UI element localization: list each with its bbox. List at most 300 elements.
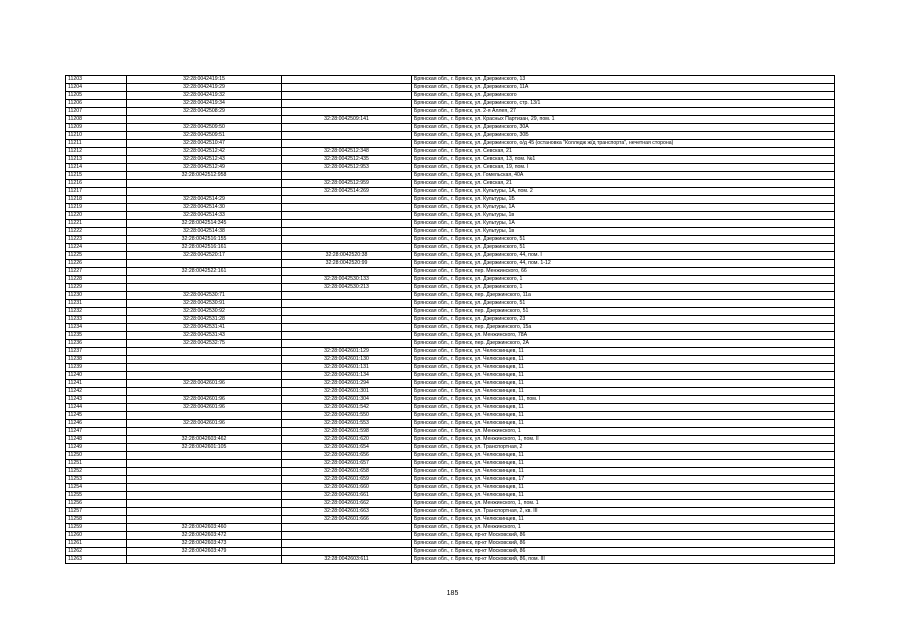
row-number-cell: 11223 — [66, 236, 127, 244]
row-number-cell: 11213 — [66, 156, 127, 164]
building-cadastral-number-cell — [282, 316, 412, 324]
address-cell: Брянская обл., г. Брянск, ул. Дзержинского, 1 — [412, 284, 835, 292]
building-cadastral-number-cell — [282, 268, 412, 276]
land-cadastral-number-cell: 32:28:0042530:71 — [127, 292, 282, 300]
row-number-cell: 11234 — [66, 324, 127, 332]
table-row — [66, 436, 835, 444]
land-cadastral-number-cell: 32:28:0042530:92 — [127, 308, 282, 316]
table-row — [66, 228, 835, 236]
row-number-cell: 11239 — [66, 364, 127, 372]
land-cadastral-number-cell: 32:28:0042510:47 — [127, 140, 282, 148]
table-row — [66, 372, 835, 380]
row-number-cell: 11214 — [66, 164, 127, 172]
land-cadastral-number-cell: 32:28:0042512:43 — [127, 156, 282, 164]
table-row — [66, 380, 835, 388]
land-cadastral-number-cell: 32:28:0042531:41 — [127, 324, 282, 332]
address-cell: Брянская обл., г. Брянск, ул. Дзержинского, 51 — [412, 236, 835, 244]
table-row — [66, 108, 835, 116]
land-cadastral-number-cell: 32:28:0042603:460 — [127, 524, 282, 532]
row-number-cell: 11208 — [66, 116, 127, 124]
table-row — [66, 148, 835, 156]
land-cadastral-number-cell: 32:28:0042601:96 — [127, 380, 282, 388]
row-number-cell: 11237 — [66, 348, 127, 356]
address-cell: Брянская обл., г. Брянск, ул. Челюскинцев, 11 — [412, 348, 835, 356]
building-cadastral-number-cell: 32:28:0042601:662 — [282, 500, 412, 508]
address-cell: Брянская обл., г. Брянск, ул. Челюскинцев, 11 — [412, 364, 835, 372]
row-number-cell: 11203 — [66, 76, 127, 84]
row-number-cell: 11228 — [66, 276, 127, 284]
building-cadastral-number-cell — [282, 244, 412, 252]
table-body — [66, 76, 835, 564]
table-row — [66, 556, 835, 564]
building-cadastral-number-cell: 32:28:0042601:658 — [282, 468, 412, 476]
table-row — [66, 516, 835, 524]
land-cadastral-number-cell: 32:28:0042603:472 — [127, 532, 282, 540]
table-row — [66, 356, 835, 364]
table-row — [66, 196, 835, 204]
address-cell: Брянская обл., г. Брянск, ул. Дзержинского, 23 — [412, 316, 835, 324]
building-cadastral-number-cell: 32:28:0042530:133 — [282, 276, 412, 284]
building-cadastral-number-cell: 32:28:0042601:598 — [282, 428, 412, 436]
table-row — [66, 428, 835, 436]
building-cadastral-number-cell — [282, 236, 412, 244]
building-cadastral-number-cell: 32:28:0042514:269 — [282, 188, 412, 196]
land-cadastral-number-cell — [127, 284, 282, 292]
land-cadastral-number-cell: 32:28:0042419:29 — [127, 84, 282, 92]
building-cadastral-number-cell: 32:28:0042601:663 — [282, 508, 412, 516]
building-cadastral-number-cell: 32:28:0042601:620 — [282, 436, 412, 444]
land-cadastral-number-cell: 32:28:0042514:345 — [127, 220, 282, 228]
land-cadastral-number-cell: 32:28:0042509:50 — [127, 124, 282, 132]
address-cell: Брянская обл., г. Брянск, ул. Менжинского, 1 — [412, 428, 835, 436]
address-cell: Брянская обл., г. Брянск, пер. Дзержинского, 15а — [412, 324, 835, 332]
row-number-cell: 11243 — [66, 396, 127, 404]
land-cadastral-number-cell: 32:28:0042514:33 — [127, 212, 282, 220]
table-row — [66, 84, 835, 92]
building-cadastral-number-cell: 32:28:0042530:213 — [282, 284, 412, 292]
address-cell: Брянская обл., г. Брянск, ул. Дзержинского, 30Б — [412, 132, 835, 140]
address-cell: Брянская обл., г. Брянск, ул. Челюскинцев, 11 — [412, 460, 835, 468]
address-cell: Брянская обл., г. Брянск, ул. Дзержинского — [412, 92, 835, 100]
building-cadastral-number-cell: 32:28:0042601:542 — [282, 404, 412, 412]
row-number-cell: 11225 — [66, 252, 127, 260]
row-number-cell: 11250 — [66, 452, 127, 460]
address-cell: Брянская обл., г. Брянск, ул. Челюскинцев, 17 — [412, 476, 835, 484]
land-cadastral-number-cell: 32:28:0042514:38 — [127, 228, 282, 236]
building-cadastral-number-cell: 32:28:0042601:659 — [282, 476, 412, 484]
table-row — [66, 124, 835, 132]
building-cadastral-number-cell: 32:28:0042512:953 — [282, 164, 412, 172]
land-cadastral-number-cell — [127, 372, 282, 380]
table-row — [66, 300, 835, 308]
address-cell: Брянская обл., г. Брянск, ул. Дзержинского, 51 — [412, 300, 835, 308]
table-row — [66, 316, 835, 324]
table-row — [66, 484, 835, 492]
row-number-cell: 11210 — [66, 132, 127, 140]
row-number-cell: 11257 — [66, 508, 127, 516]
table-row — [66, 420, 835, 428]
table-row — [66, 524, 835, 532]
table-row — [66, 140, 835, 148]
table-row — [66, 156, 835, 164]
document-page — [65, 75, 835, 564]
address-cell: Брянская обл., г. Брянск, пер. Дзержинского, 2А — [412, 340, 835, 348]
row-number-cell: 11226 — [66, 260, 127, 268]
address-cell: Брянская обл., г. Брянск, ул. Челюскинцев, 11 — [412, 388, 835, 396]
row-number-cell: 11219 — [66, 204, 127, 212]
building-cadastral-number-cell — [282, 540, 412, 548]
land-cadastral-number-cell: 32:28:0042603:473 — [127, 540, 282, 548]
address-cell: Брянская обл., г. Брянск, ул. Культуры, 1Б — [412, 196, 835, 204]
table-row — [66, 388, 835, 396]
address-cell: Брянская обл., г. Брянск, ул. Севская, 21 — [412, 180, 835, 188]
building-cadastral-number-cell: 32:28:0042601:131 — [282, 364, 412, 372]
row-number-cell: 11249 — [66, 444, 127, 452]
table-row — [66, 236, 835, 244]
address-cell: Брянская обл., г. Брянск, ул. Гомельская, 40А — [412, 172, 835, 180]
table-row — [66, 116, 835, 124]
land-cadastral-number-cell: 32:28:0042516:161 — [127, 244, 282, 252]
land-cadastral-number-cell — [127, 492, 282, 500]
row-number-cell: 11206 — [66, 100, 127, 108]
address-cell: Брянская обл., г. Брянск, ул. Севская, 19, пом. I — [412, 164, 835, 172]
building-cadastral-number-cell: 32:28:0042601:134 — [282, 372, 412, 380]
address-cell: Брянская обл., г. Брянск, ул. 2-я Аллея, 27 — [412, 108, 835, 116]
address-cell: Брянская обл., г. Брянск, ул. Челюскинцев, 11 — [412, 380, 835, 388]
row-number-cell: 11253 — [66, 476, 127, 484]
land-cadastral-number-cell — [127, 428, 282, 436]
building-cadastral-number-cell: 32:28:0042520:99 — [282, 260, 412, 268]
table-row — [66, 548, 835, 556]
land-cadastral-number-cell — [127, 276, 282, 284]
row-number-cell: 11238 — [66, 356, 127, 364]
building-cadastral-number-cell — [282, 140, 412, 148]
row-number-cell: 11222 — [66, 228, 127, 236]
address-cell: Брянская обл., г. Брянск, пр-кт Московский, 86 — [412, 532, 835, 540]
land-cadastral-number-cell: 32:28:0042601:96 — [127, 396, 282, 404]
address-cell: Брянская обл., г. Брянск, ул. Менжинского, 1, пом. II — [412, 436, 835, 444]
land-cadastral-number-cell — [127, 468, 282, 476]
land-cadastral-number-cell — [127, 476, 282, 484]
building-cadastral-number-cell: 32:28:0042520:38 — [282, 252, 412, 260]
building-cadastral-number-cell: 32:28:0042512:959 — [282, 180, 412, 188]
table-row — [66, 188, 835, 196]
row-number-cell: 11256 — [66, 500, 127, 508]
row-number-cell: 11230 — [66, 292, 127, 300]
row-number-cell: 11232 — [66, 308, 127, 316]
address-cell: Брянская обл., г. Брянск, ул. Челюскинцев, 11 — [412, 404, 835, 412]
table-row — [66, 260, 835, 268]
row-number-cell: 11217 — [66, 188, 127, 196]
land-cadastral-number-cell — [127, 508, 282, 516]
address-cell: Брянская обл., г. Брянск, пр-кт Московский, 86, пом. III — [412, 556, 835, 564]
row-number-cell: 11205 — [66, 92, 127, 100]
building-cadastral-number-cell — [282, 132, 412, 140]
address-cell: Брянская обл., г. Брянск, ул. Дзержинского, 44, пом. 1-12 — [412, 260, 835, 268]
row-number-cell: 11220 — [66, 212, 127, 220]
table-row — [66, 132, 835, 140]
address-cell: Брянская обл., г. Брянск, пер. Дзержинского, 11а — [412, 292, 835, 300]
table-row — [66, 164, 835, 172]
row-number-cell: 11260 — [66, 532, 127, 540]
land-cadastral-number-cell — [127, 388, 282, 396]
land-cadastral-number-cell: 32:28:0042522:161 — [127, 268, 282, 276]
row-number-cell: 11216 — [66, 180, 127, 188]
table-row — [66, 268, 835, 276]
land-cadastral-number-cell: 32:28:0042419:34 — [127, 100, 282, 108]
table-row — [66, 396, 835, 404]
address-cell: Брянская обл., г. Брянск, ул. Челюскинцев, 11 — [412, 372, 835, 380]
land-cadastral-number-cell: 32:28:0042520:17 — [127, 252, 282, 260]
building-cadastral-number-cell — [282, 332, 412, 340]
building-cadastral-number-cell: 32:28:0042601:553 — [282, 420, 412, 428]
building-cadastral-number-cell — [282, 84, 412, 92]
table-row — [66, 212, 835, 220]
row-number-cell: 11251 — [66, 460, 127, 468]
building-cadastral-number-cell: 32:28:0042601:550 — [282, 412, 412, 420]
table-row — [66, 364, 835, 372]
building-cadastral-number-cell: 32:28:0042601:666 — [282, 516, 412, 524]
building-cadastral-number-cell — [282, 532, 412, 540]
building-cadastral-number-cell — [282, 212, 412, 220]
address-cell: Брянская обл., г. Брянск, ул. Дзержинского, 11А — [412, 84, 835, 92]
table-row — [66, 340, 835, 348]
building-cadastral-number-cell: 32:28:0042601:129 — [282, 348, 412, 356]
land-cadastral-number-cell — [127, 516, 282, 524]
land-cadastral-number-cell — [127, 452, 282, 460]
land-cadastral-number-cell: 32:28:0042601:96 — [127, 420, 282, 428]
land-cadastral-number-cell: 32:28:0042508:29 — [127, 108, 282, 116]
row-number-cell: 11224 — [66, 244, 127, 252]
land-cadastral-number-cell: 32:28:0042531:43 — [127, 332, 282, 340]
row-number-cell: 11231 — [66, 300, 127, 308]
row-number-cell: 11218 — [66, 196, 127, 204]
address-cell: Брянская обл., г. Брянск, ул. Челюскинцев, 11 — [412, 516, 835, 524]
table-row — [66, 412, 835, 420]
building-cadastral-number-cell — [282, 548, 412, 556]
address-cell: Брянская обл., г. Брянск, ул. Дзержинского, 13 — [412, 76, 835, 84]
building-cadastral-number-cell: 32:28:0042601:304 — [282, 396, 412, 404]
building-cadastral-number-cell — [282, 124, 412, 132]
address-cell: Брянская обл., г. Брянск, ул. Челюскинцев, 11 — [412, 484, 835, 492]
table-row — [66, 92, 835, 100]
row-number-cell: 11236 — [66, 340, 127, 348]
building-cadastral-number-cell: 32:28:0042601:294 — [282, 380, 412, 388]
land-cadastral-number-cell: 32:28:0042601:96 — [127, 404, 282, 412]
land-cadastral-number-cell: 32:28:0042530:91 — [127, 300, 282, 308]
row-number-cell: 11229 — [66, 284, 127, 292]
row-number-cell: 11246 — [66, 420, 127, 428]
table-row — [66, 332, 835, 340]
row-number-cell: 11241 — [66, 380, 127, 388]
table-row — [66, 252, 835, 260]
address-cell: Брянская обл., г. Брянск, ул. Челюскинцев, 11 — [412, 468, 835, 476]
row-number-cell: 11254 — [66, 484, 127, 492]
land-cadastral-number-cell: 32:28:0042532:75 — [127, 340, 282, 348]
building-cadastral-number-cell: 32:28:0042512:435 — [282, 156, 412, 164]
land-cadastral-number-cell — [127, 484, 282, 492]
address-cell: Брянская обл., г. Брянск, ул. Дзержинского, о/д 45 (остановка "Колледж ж/д транспорта", нечетная сторона) — [412, 140, 835, 148]
table-row — [66, 460, 835, 468]
table-row — [66, 204, 835, 212]
building-cadastral-number-cell: 32:28:0042601:654 — [282, 444, 412, 452]
row-number-cell: 11245 — [66, 412, 127, 420]
address-cell: Брянская обл., г. Брянск, ул. Челюскинцев, 11, пом. I — [412, 396, 835, 404]
table-row — [66, 500, 835, 508]
table-row — [66, 452, 835, 460]
land-cadastral-number-cell — [127, 460, 282, 468]
row-number-cell: 11221 — [66, 220, 127, 228]
address-cell: Брянская обл., г. Брянск, ул. Дзержинского, 1 — [412, 276, 835, 284]
table-row — [66, 540, 835, 548]
table-row — [66, 180, 835, 188]
table-row — [66, 324, 835, 332]
address-cell: Брянская обл., г. Брянск, ул. Севская, 13, пом. №1 — [412, 156, 835, 164]
row-number-cell: 11244 — [66, 404, 127, 412]
building-cadastral-number-cell — [282, 308, 412, 316]
building-cadastral-number-cell — [282, 76, 412, 84]
land-cadastral-number-cell: 32:28:0042419:32 — [127, 92, 282, 100]
address-cell: Брянская обл., г. Брянск, ул. Челюскинцев, 11 — [412, 420, 835, 428]
building-cadastral-number-cell: 32:28:0042601:661 — [282, 492, 412, 500]
land-cadastral-number-cell — [127, 348, 282, 356]
table-row — [66, 284, 835, 292]
address-cell: Брянская обл., г. Брянск, ул. Севская, 21 — [412, 148, 835, 156]
building-cadastral-number-cell: 32:28:0042509:141 — [282, 116, 412, 124]
table-row — [66, 308, 835, 316]
address-cell: Брянская обл., г. Брянск, ул. Транспортная, 2 — [412, 444, 835, 452]
address-cell: Брянская обл., г. Брянск, ул. Менжинского, 78А — [412, 332, 835, 340]
address-cell: Брянская обл., г. Брянск, ул. Культуры, 1в — [412, 212, 835, 220]
table-row — [66, 292, 835, 300]
land-cadastral-number-cell — [127, 116, 282, 124]
land-cadastral-number-cell: 32:28:0042514:30 — [127, 204, 282, 212]
building-cadastral-number-cell — [282, 108, 412, 116]
address-cell: Брянская обл., г. Брянск, ул. Дзержинского, 44, пом. I — [412, 252, 835, 260]
land-cadastral-number-cell: 32:28:0042514:29 — [127, 196, 282, 204]
table-row — [66, 468, 835, 476]
address-cell: Брянская обл., г. Брянск, ул. Дзержинского, стр. 13/1 — [412, 100, 835, 108]
land-cadastral-number-cell — [127, 260, 282, 268]
land-cadastral-number-cell: 32:28:0042509:51 — [127, 132, 282, 140]
address-cell: Брянская обл., г. Брянск, ул. Красных Партизан, 29, пом. 1 — [412, 116, 835, 124]
building-cadastral-number-cell — [282, 300, 412, 308]
address-cell: Брянская обл., г. Брянск, ул. Культуры, 1А, пом. 2 — [412, 188, 835, 196]
land-cadastral-number-cell: 32:28:0042603:479 — [127, 548, 282, 556]
table-row — [66, 220, 835, 228]
building-cadastral-number-cell: 32:28:0042601:660 — [282, 484, 412, 492]
address-cell: Брянская обл., г. Брянск, ул. Транспортная, 2, кв. III — [412, 508, 835, 516]
address-cell: Брянская обл., г. Брянск, ул. Менжинского, 1 — [412, 524, 835, 532]
table-row — [66, 508, 835, 516]
land-cadastral-number-cell: 32:28:0042419:15 — [127, 76, 282, 84]
row-number-cell: 11227 — [66, 268, 127, 276]
table-row — [66, 348, 835, 356]
row-number-cell: 11204 — [66, 84, 127, 92]
table-row — [66, 244, 835, 252]
row-number-cell: 11212 — [66, 148, 127, 156]
row-number-cell: 11261 — [66, 540, 127, 548]
building-cadastral-number-cell — [282, 220, 412, 228]
row-number-cell: 11215 — [66, 172, 127, 180]
land-cadastral-number-cell: 32:28:0042603:462 — [127, 436, 282, 444]
row-number-cell: 11252 — [66, 468, 127, 476]
address-cell: Брянская обл., г. Брянск, ул. Культуры, 1в — [412, 228, 835, 236]
address-cell: Брянская обл., г. Брянск, пр-кт Московский, 86 — [412, 548, 835, 556]
address-cell: Брянская обл., г. Брянск, пер. Дзержинского, 51 — [412, 308, 835, 316]
row-number-cell: 11247 — [66, 428, 127, 436]
land-cadastral-number-cell — [127, 556, 282, 564]
land-cadastral-number-cell: 32:28:0042512:49 — [127, 164, 282, 172]
land-cadastral-number-cell — [127, 364, 282, 372]
land-cadastral-number-cell: 32:28:0042531:28 — [127, 316, 282, 324]
building-cadastral-number-cell — [282, 172, 412, 180]
building-cadastral-number-cell — [282, 292, 412, 300]
row-number-cell: 11242 — [66, 388, 127, 396]
table-row — [66, 100, 835, 108]
address-cell: Брянская обл., г. Брянск, ул. Челюскинцев, 11 — [412, 412, 835, 420]
building-cadastral-number-cell: 32:28:0042601:301 — [282, 388, 412, 396]
land-cadastral-number-cell: 32:28:0042512:42 — [127, 148, 282, 156]
address-cell: Брянская обл., г. Брянск, пер. Менжинского, 66 — [412, 268, 835, 276]
address-cell: Брянская обл., г. Брянск, ул. Челюскинцев, 11 — [412, 492, 835, 500]
row-number-cell: 11240 — [66, 372, 127, 380]
row-number-cell: 11235 — [66, 332, 127, 340]
row-number-cell: 11262 — [66, 548, 127, 556]
row-number-cell: 11209 — [66, 124, 127, 132]
table-row — [66, 476, 835, 484]
row-number-cell: 11233 — [66, 316, 127, 324]
table-row — [66, 444, 835, 452]
land-cadastral-number-cell — [127, 500, 282, 508]
row-number-cell: 11258 — [66, 516, 127, 524]
building-cadastral-number-cell — [282, 92, 412, 100]
building-cadastral-number-cell — [282, 204, 412, 212]
address-cell: Брянская обл., г. Брянск, пр-кт Московский, 86 — [412, 540, 835, 548]
building-cadastral-number-cell: 32:28:0042601:657 — [282, 460, 412, 468]
row-number-cell: 11207 — [66, 108, 127, 116]
building-cadastral-number-cell — [282, 340, 412, 348]
building-cadastral-number-cell — [282, 324, 412, 332]
building-cadastral-number-cell: 32:28:0042601:656 — [282, 452, 412, 460]
address-cell: Брянская обл., г. Брянск, ул. Челюскинцев, 11 — [412, 452, 835, 460]
building-cadastral-number-cell — [282, 524, 412, 532]
address-cell: Брянская обл., г. Брянск, ул. Челюскинцев, 11 — [412, 356, 835, 364]
table-row — [66, 276, 835, 284]
address-cell: Брянская обл., г. Брянск, ул. Дзержинского, 30А — [412, 124, 835, 132]
building-cadastral-number-cell: 32:28:0042512:348 — [282, 148, 412, 156]
address-cell: Брянская обл., г. Брянск, ул. Дзержинского, 51 — [412, 244, 835, 252]
address-cell: Брянская обл., г. Брянск, ул. Культуры, 1А — [412, 204, 835, 212]
row-number-cell: 11255 — [66, 492, 127, 500]
land-cadastral-number-cell — [127, 180, 282, 188]
land-cadastral-number-cell: 32:28:0042601:105 — [127, 444, 282, 452]
land-cadastral-number-cell: 32:28:0042512:958 — [127, 172, 282, 180]
cadastral-table — [65, 75, 835, 564]
table-row — [66, 532, 835, 540]
building-cadastral-number-cell — [282, 228, 412, 236]
building-cadastral-number-cell — [282, 100, 412, 108]
table-row — [66, 404, 835, 412]
land-cadastral-number-cell — [127, 188, 282, 196]
table-row — [66, 492, 835, 500]
row-number-cell: 11263 — [66, 556, 127, 564]
row-number-cell: 11259 — [66, 524, 127, 532]
land-cadastral-number-cell — [127, 412, 282, 420]
building-cadastral-number-cell: 32:28:0042601:130 — [282, 356, 412, 364]
address-cell: Брянская обл., г. Брянск, ул. Менжинского, 1, пом. 1 — [412, 500, 835, 508]
address-cell: Брянская обл., г. Брянск, ул. Культуры, 1А — [412, 220, 835, 228]
